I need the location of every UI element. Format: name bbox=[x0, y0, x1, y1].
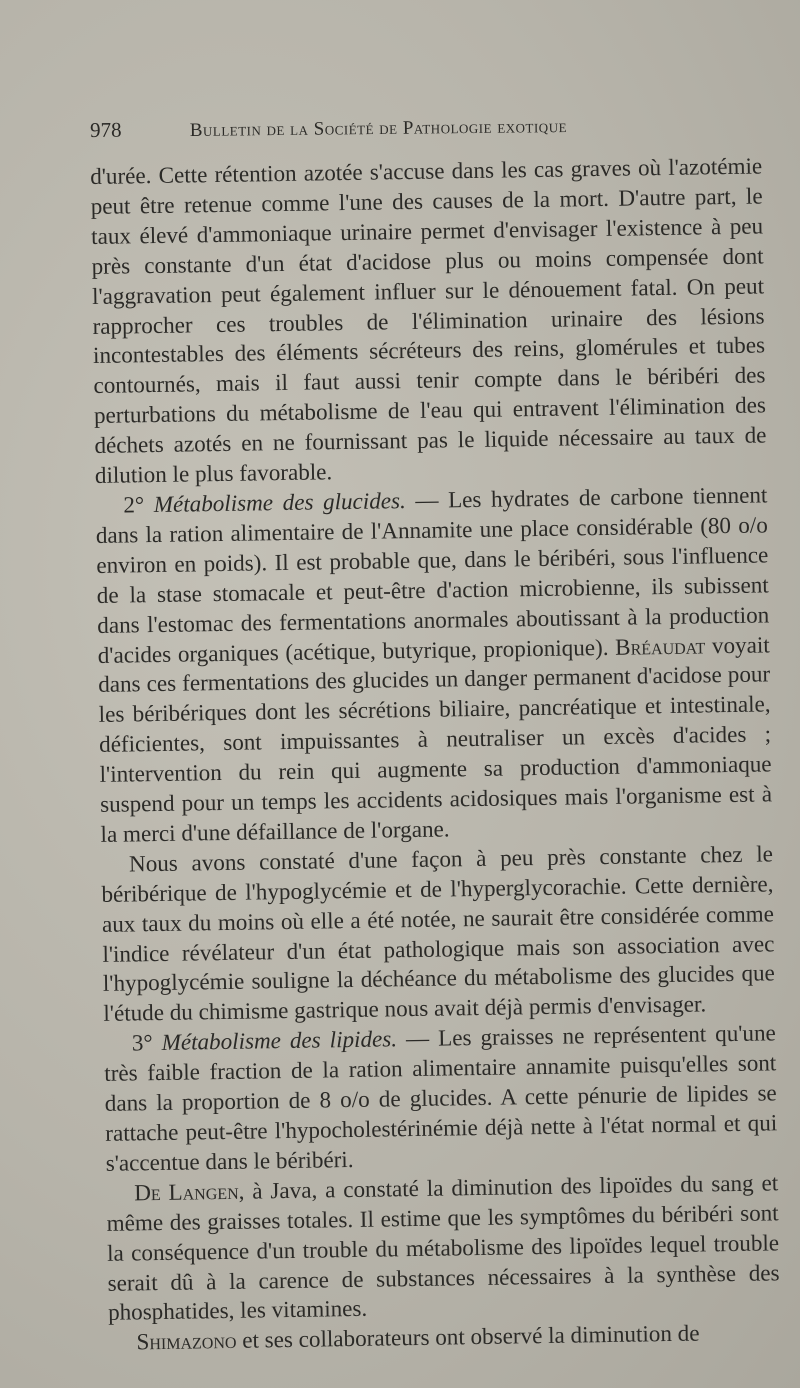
paragraph-text: voyait dans ces fermentations des glucides un danger permanent d'acidose pour les béribériques dont les sécrétions biliaire, pancréatique et intestinale, déficientes, sont impuissantes à neutraliser un excès d'acides ; l'intervention du rein qui augmente sa production d'ammoniaque suspend pour un temps les accidents acidosiques mais l'organisme est à la merci d'une défaillance de l'organe. bbox=[98, 630, 773, 847]
paragraph-text: et ses collaborateurs ont observé la diminution de bbox=[236, 1319, 700, 1354]
section-title: Métabolisme des lipides. bbox=[161, 1025, 398, 1056]
author-name: Shimazono bbox=[136, 1327, 237, 1355]
paragraph-text: d'urée. Cette rétention azotée s'accuse dans les cas graves où l'azotémie peut être retenue comme l'une des causes de la mort. D'autre part, le taux élevé d'ammoniaque urinaire permet d'envisager l'existence à peu près constante d'un état d'acidose plus ou moins compensée dont l'aggravation peut également influer sur le dénouement fatal. On peut rapprocher ces troubles de l'élimination urinaire des lésions incontestables des éléments sécréteurs des reins, glomérules et tubes contournés, mais il faut aussi tenir compte dans le béribéri des perturbations du métabolisme de l'eau qui entravent l'élimination des déchets azotés en ne fournissant pas le liquide nécessaire au taux de dilution le plus favorable. bbox=[90, 152, 767, 489]
paragraph-text: — Les hydrates de carbone tiennent dans la ration alimentaire de l'Annamite une place considérable (80 o/o environ en poids). Il est probable que, dans le béribéri, sous l'influence de la stase stomacale et peut-être d'action microbienne, ils subissent dans l'estomac des fermentations anormales aboutissant à la production d'acides organiques (acétique, butyrique, propionique). bbox=[95, 481, 770, 668]
section-title: Métabolisme des glucides. bbox=[153, 487, 406, 518]
paragraph-glucides bbox=[95, 480, 773, 849]
paragraph-text: , à Java, a constaté la diminution des lipoïdes du sang et même des graisses totales. Il estime que les symptômes du béribéri sont la conséquence d'un trouble du métabolisme des lipoïdes lequel trouble serait dû à la carence de substances nécessaires à la synthèse des phosphatides, les vitamines. bbox=[106, 1169, 780, 1326]
author-name: Bréaudat bbox=[614, 631, 706, 660]
paragraph-azotemia bbox=[90, 151, 767, 490]
page-number: 978 bbox=[89, 117, 122, 142]
section-number: 2° bbox=[123, 491, 154, 518]
section-number: 3° bbox=[131, 1029, 162, 1056]
paragraph-hypoglycemia bbox=[101, 839, 776, 1029]
paragraph-text: — Les graisses ne représentent qu'une très faible fraction de la ration alimentaire annamite puisqu'elles sont dans la proportion de 8 o/o de glucides. A cette pénurie de lipides se rattache peut-être l'hypocholestérinémie déjà nette à l'état normal et qui s'accentue dans le béribéri. bbox=[104, 1019, 778, 1176]
page-header bbox=[90, 111, 780, 143]
paragraph-de-langen bbox=[106, 1168, 780, 1328]
paragraph-lipides bbox=[104, 1019, 778, 1179]
author-name: De Langen bbox=[133, 1177, 239, 1206]
paragraph-text: Nous avons constaté d'une façon à peu près constante chez le béribérique de l'hypoglycémie et de l'hyperglycorachie. Cette dernière, aux taux du moins où elle a été notée, ne saurait être considérée comme l'indice révélateur d'un état pathologique mais son association avec l'hypoglycémie souligne la déchéance du métabolisme des glucides que l'étude du chimisme gastrique nous avait déjà permis d'envisager. bbox=[101, 840, 776, 1027]
running-title: Bulletin de la Société de Pathologie exotique bbox=[189, 116, 568, 141]
body-text bbox=[90, 151, 781, 1358]
